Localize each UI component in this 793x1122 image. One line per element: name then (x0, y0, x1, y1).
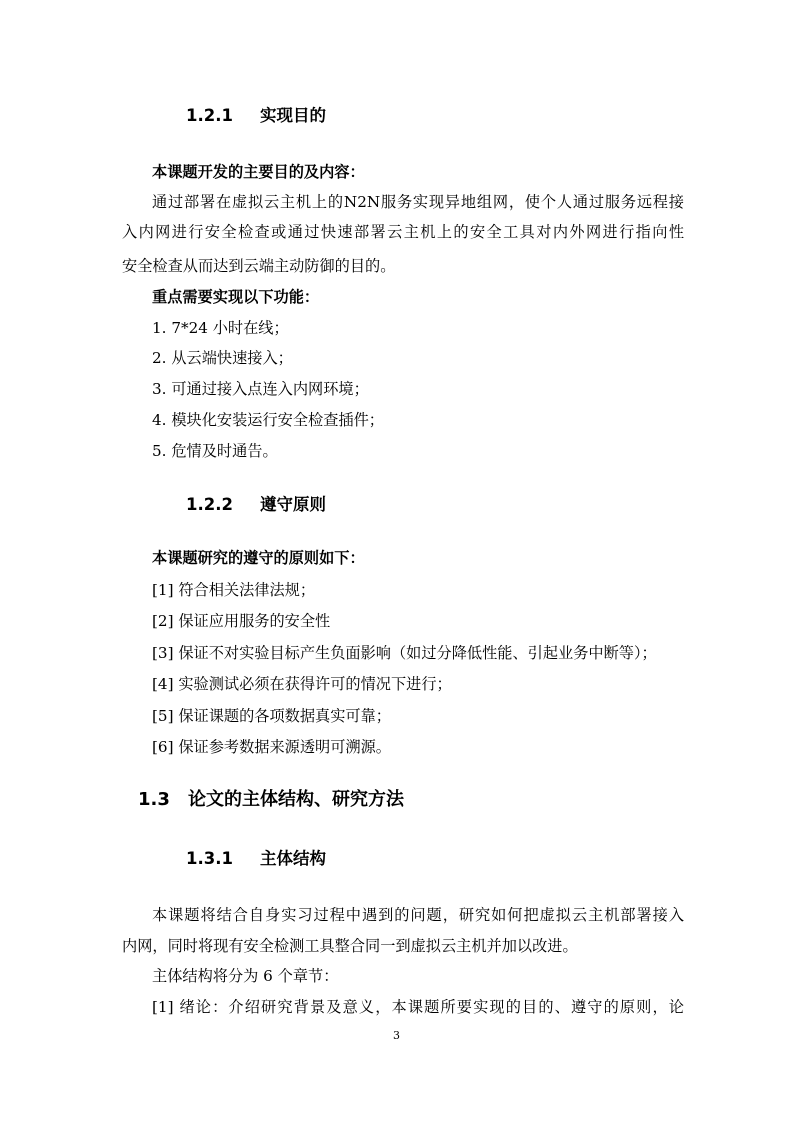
section-title: 实现目的 (260, 106, 326, 125)
section-title: 遵守原则 (260, 495, 326, 514)
feature-item: 5. 危情及时通告。 (152, 442, 278, 460)
features-heading: 重点需要实现以下功能： (152, 288, 320, 306)
feature-item: 1. 7*24 小时在线； (152, 319, 289, 337)
section-heading-1-2-1 (186, 105, 326, 127)
principle-item: [4] 实验测试必须在获得许可的情况下进行； (152, 675, 452, 693)
section-number: 1.2.2 (186, 495, 233, 514)
chapters-line: 主体结构将分为 6 个章节： (152, 967, 339, 985)
feature-item: 4. 模块化安装运行安全检查插件； (152, 411, 384, 429)
structure-para-line: 本课题将结合自身实习过程中遇到的问题，研究如何把虚拟云主机部署接入 (152, 906, 684, 924)
principle-item: [1] 符合相关法律法规； (152, 581, 316, 599)
principle-item: [5] 保证课题的各项数据真实可靠； (152, 707, 391, 725)
feature-item: 2. 从云端快速接入； (152, 349, 293, 367)
goals-para-line: 安全检查从而达到云端主动防御的目的。 (122, 257, 396, 275)
chapter-item: [1] 绪论：介绍研究背景及意义，本课题所要实现的目的、遵守的原则，论 (152, 998, 684, 1016)
page-number: 3 (393, 1029, 400, 1042)
feature-item: 3. 可通过接入点连入内网环境； (152, 380, 369, 398)
principle-item: [6] 保证参考数据来源透明可溯源。 (152, 738, 391, 756)
principle-item: [3] 保证不对实验目标产生负面影响（如过分降低性能、引起业务中断等）； (152, 644, 657, 662)
structure-para-line: 内网，同时将现有安全检测工具整合同一到虚拟云主机并加以改进。 (122, 937, 578, 955)
section-number: 1.3 (138, 789, 170, 810)
section-title: 论文的主体结构、研究方法 (188, 789, 404, 810)
section-number: 1.2.1 (186, 106, 233, 125)
section-title: 主体结构 (260, 849, 326, 868)
principles-heading: 本课题研究的遵守的原则如下： (152, 549, 365, 567)
section-heading-1-3-1 (186, 848, 326, 870)
goals-para-line: 入内网进行安全检查或通过快速部署云主机上的安全工具对内外网进行指向性 (122, 223, 684, 241)
principle-item: [2] 保证应用服务的安全性 (152, 612, 331, 630)
section-heading-1-3 (138, 788, 404, 812)
section-heading-1-2-2 (186, 494, 326, 516)
section-number: 1.3.1 (186, 849, 233, 868)
goals-para-line: 通过部署在虚拟云主机上的N2N服务实现异地组网，使个人通过服务远程接 (152, 193, 684, 211)
goals-heading: 本课题开发的主要目的及内容： (152, 163, 365, 181)
